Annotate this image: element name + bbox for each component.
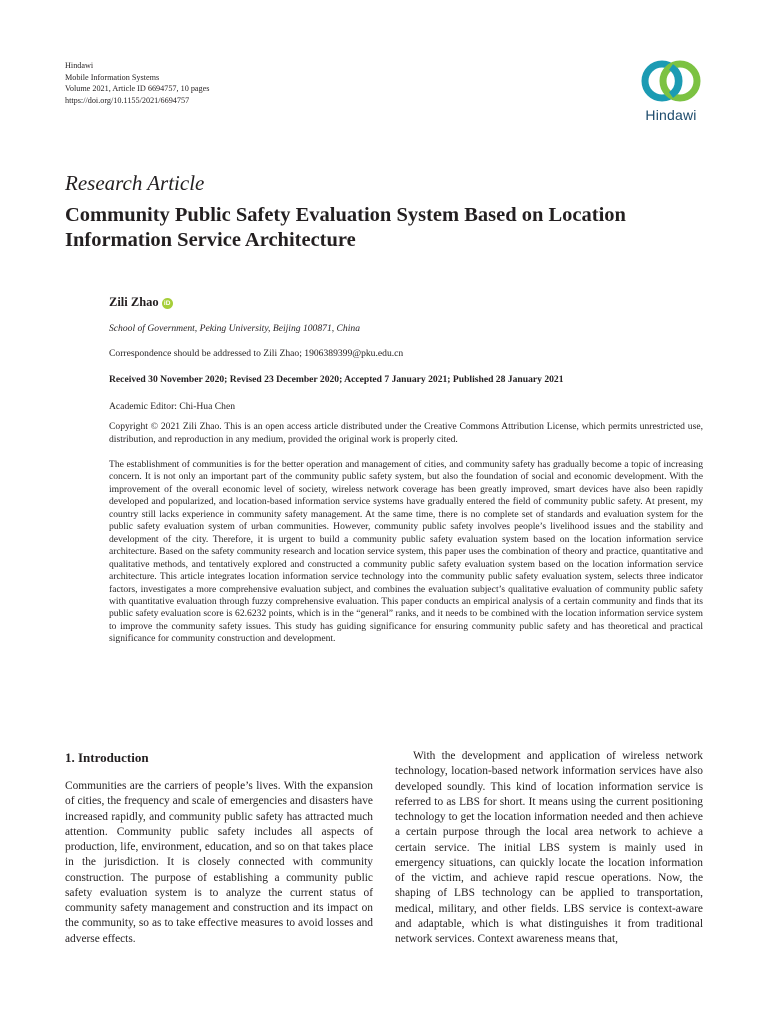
paper-title: Community Public Safety Evaluation System Based on Location Information Service Architecture [65,204,626,251]
logo-text: Hindawi [645,107,697,123]
academic-editor: Academic Editor: Chi-Hua Chen [109,401,236,412]
abstract-text: The establishment of communities is for the better operation and management of cities, and community safety has gradually become a topic of increasing concern. It is not only an important part of the community public safety system, but also the foundation of social and economic development. With the improvement of the overall economic level of society, wireless network coverage has been greatly improved, smart devices have also been rapidly developed and popularized, and location-based information service systems have gradually entered the field of community public safety. At present, my country still lacks experience in community safety management. At the same time, there is no complete set of standards and evaluation system for the public safety evaluation system of urban communities. However, community public safety involves people’s livelihood issues and the stability and development of the city. Therefore, it is urgent to build a community public safety evaluation system based on the location information service architecture. Based on the safety community research and location service system, this paper uses the combination of theory and practice, quantitative and qualitative methods, and tentatively explored and constructed a community public safety evaluation system based on the location information service architecture. This article integrates location information service technology into the community public safety evaluation system, selects three indicator factors, investigates a more comprehensive evaluation subject, and combines the evaluation subject’s qualitative evaluation of community public safety with quantitative evaluation through fuzzy comprehensive evaluation. This paper conducts an empirical analysis of a certain community and finds that its public safety evaluation score is 62.6232 points, which is in the “general” ranks, and it needs to be combined with the location information service system to improve the community safety issues. This study has guiding significance for ensuring community public safety and has theoretical and practical significance for community construction and development. [109,459,703,645]
author-affiliation: School of Government, Peking University, Beijing 100871, China [109,323,360,334]
journal-name: Mobile Information Systems [65,72,160,82]
author-line [109,295,173,310]
doi-link[interactable]: https://doi.org/10.1155/2021/6694757 [65,95,190,105]
intro-paragraph-right: With the development and application of wireless network technology, location-based network information services have also developed soundly. This kind of location information service is referred to as LBS for short. It means using the current positioning technology to get the location information needed and then achieve a certain purpose through the local area network to achieve a certain service. The initial LBS system is mainly used in emergency situations, can quickly locate the location information of the victim, and achieve rapid rescue operations. Now, the shaping of LBS technology can be applied to transportation, medical, military, and other fields. LBS service is context-aware and adaptable, which is what distinguishes it from traditional network services. Context awareness means that, [395,750,703,945]
article-type: Research Article [65,171,205,195]
hindawi-logo [632,58,710,123]
author-name[interactable]: Zili Zhao [109,295,159,309]
correspondence-note: Correspondence should be addressed to Zili Zhao; 1906389399@pku.edu.cn [109,348,404,359]
intro-paragraph-left: Communities are the carriers of people’s lives. With the expansion of cities, the frequency and scale of emergencies and disasters have increased rapidly, and community public safety has attracted much attention. Community public safety includes all aspects of production, life, environment, education, and so on that takes place in the jurisdiction. It is closely connected with community construction. The purpose of establishing a community public safety evaluation system is to analyze the current status of community safety management and construction and its impact on the community, so as to take effective measures to avoid losses and adverse effects. [65,780,373,945]
volume-info: Volume 2021, Article ID 6694757, 10 pages [65,84,210,93]
journal-header [65,60,209,106]
publisher-name: Hindawi [65,61,94,70]
copyright-notice: Copyright © 2021 Zili Zhao. This is an open access article distributed under the Creative Commons Attribution License, which permits unrestricted use, distribution, and reproduction in any medium, provided the original work is properly cited. [109,421,703,445]
publication-dates: Received 30 November 2020; Revised 23 December 2020; Accepted 7 January 2021; Published 28 January 2021 [109,374,564,385]
orcid-icon[interactable]: iD [162,298,173,309]
hindawi-rings-icon [638,58,704,104]
section-heading-introduction: 1. Introduction [65,750,149,765]
